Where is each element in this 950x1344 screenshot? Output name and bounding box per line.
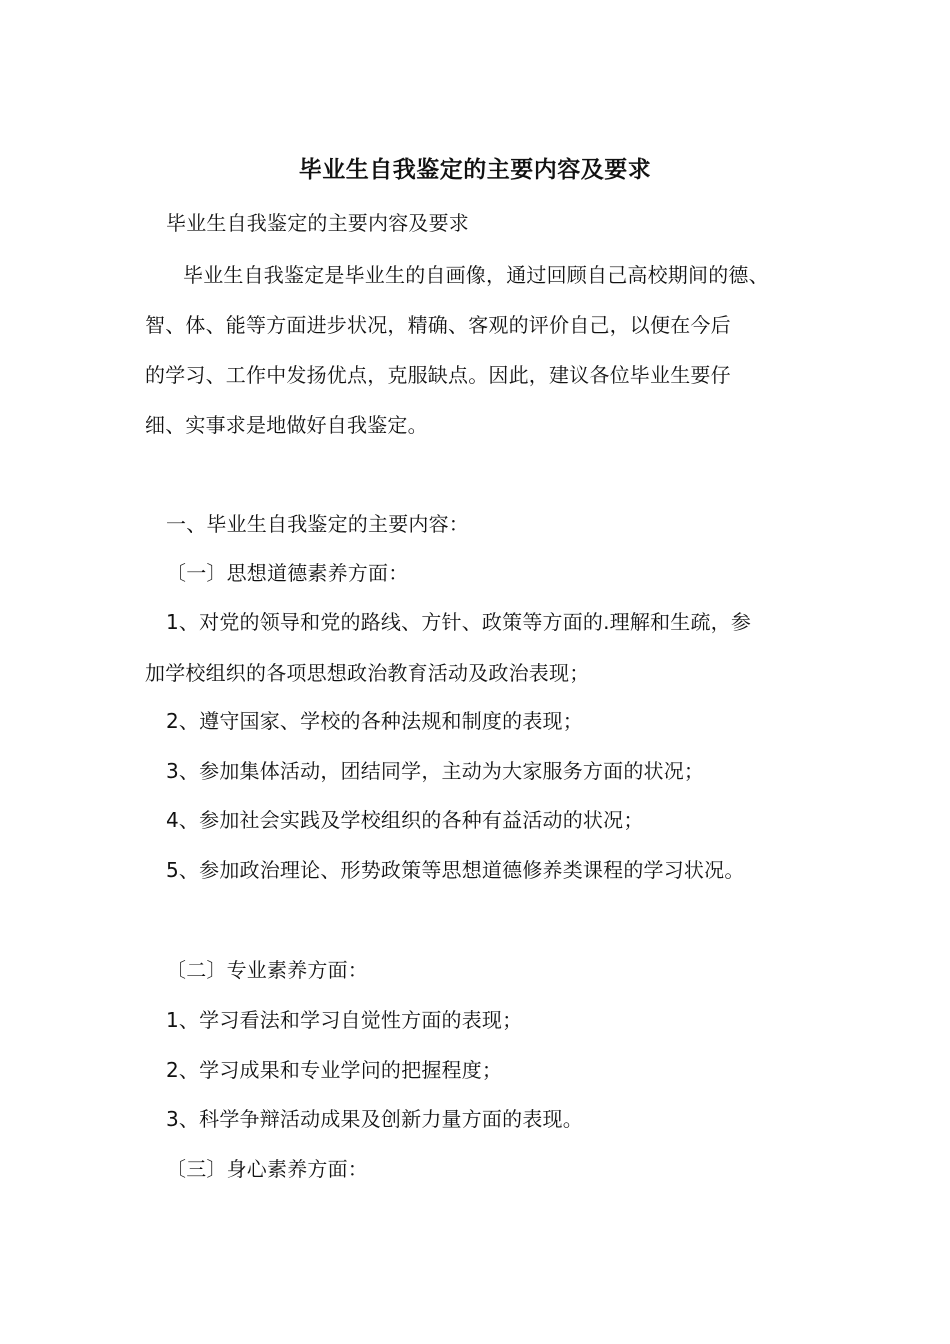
document-subtitle: 毕业生自我鉴定的主要内容及要求 [166, 211, 469, 235]
document-title: 毕业生自我鉴定的主要内容及要求 [298, 157, 652, 183]
subsection-2-item-3: 3、科学争辩活动成果及创新力量方面的表现。 [166, 1107, 583, 1131]
subsection-2-item-2: 2、学习成果和专业学问的把握程度； [166, 1058, 503, 1082]
subsection-1-heading: 〔一〕思想道德素养方面： [166, 561, 409, 585]
subsection-1-item-4: 4、参加社会实践及学校组织的各种有益活动的状况； [166, 808, 644, 832]
intro-line-3: 的学习、工作中发扬优点，克服缺点。因此，建议各位毕业生要仔 [145, 363, 731, 387]
section-1-heading: 一、毕业生自我鉴定的主要内容： [166, 512, 469, 536]
subsection-1-item-3: 3、参加集体活动，团结同学，主动为大家服务方面的状况； [166, 759, 705, 783]
subsection-1-item-2: 2、遵守国家、学校的各种法规和制度的表现； [166, 709, 583, 733]
subsection-3-heading: 〔三〕身心素养方面： [166, 1157, 368, 1181]
intro-line-1: 毕业生自我鉴定是毕业生的自画像，通过回顾自己高校期间的德、 [183, 263, 769, 287]
subsection-2-item-1: 1、学习看法和学习自觉性方面的表现； [166, 1008, 523, 1032]
intro-line-2: 智、体、能等方面进步状况，精确、客观的评价自己，以便在今后 [145, 313, 731, 337]
subsection-2-heading: 〔二〕专业素养方面： [166, 958, 368, 982]
intro-line-4: 细、实事求是地做好自我鉴定。 [145, 413, 428, 437]
subsection-1-item-5: 5、参加政治理论、形势政策等思想道德修养类课程的学习状况。 [166, 858, 745, 882]
subsection-1-item-1: 1、对党的领导和党的路线、方针、政策等方面的.理解和生疏，参 [166, 610, 752, 634]
subsection-1-item-1-cont: 加学校组织的各项思想政治教育活动及政治表现； [145, 661, 590, 685]
